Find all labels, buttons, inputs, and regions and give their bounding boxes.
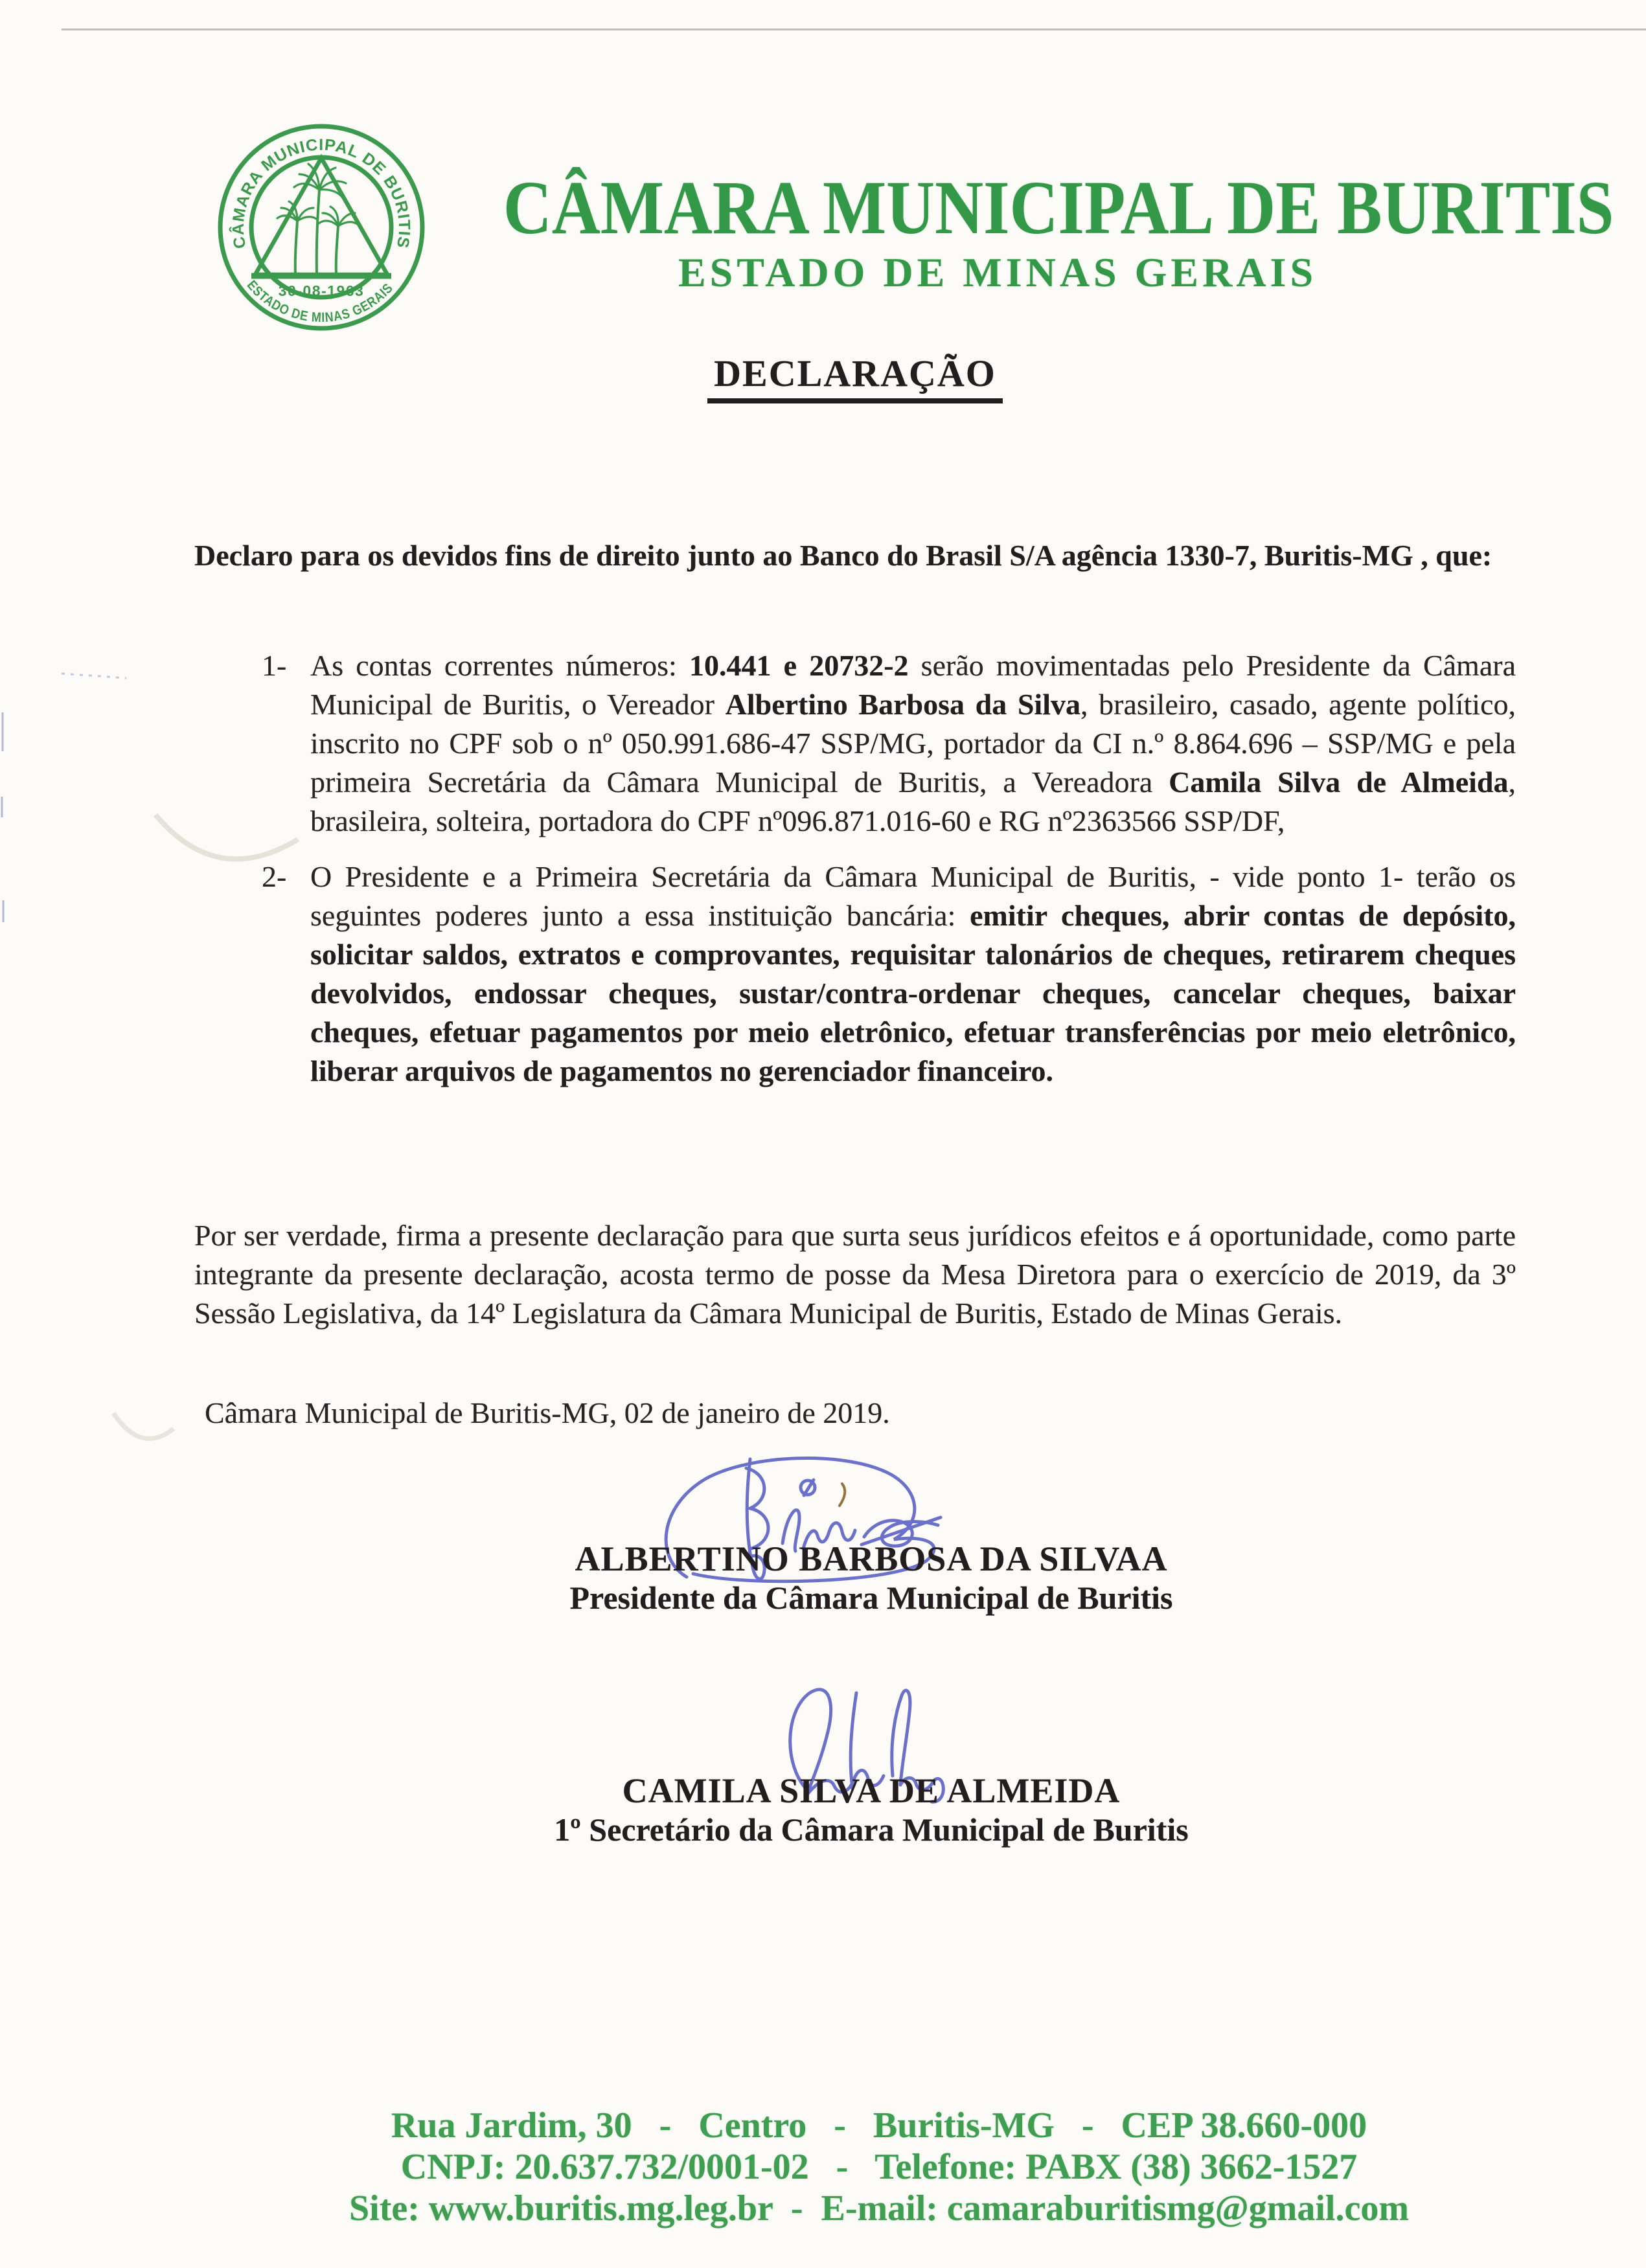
scanner-edge-line bbox=[62, 28, 1646, 30]
seal-palm-trees bbox=[277, 164, 358, 274]
signature-role-secretario: 1º Secretário da Câmara Municipal de Buritis bbox=[554, 1811, 1189, 1848]
document-heading: DECLARAÇÃO bbox=[707, 352, 1003, 403]
scanner-edge-ticks bbox=[2, 712, 3, 922]
seal-ring-text-bottom: ESTADO DE MINAS GERAIS bbox=[244, 277, 397, 326]
date-line: Câmara Municipal de Buritis-MG, 02 de janeiro de 2019. bbox=[205, 1396, 890, 1429]
page-subtitle: ESTADO DE MINAS GERAIS bbox=[678, 249, 1318, 295]
item-number-2: 2- bbox=[262, 860, 287, 893]
seal-ring-text-top: CÂMARA MUNICIPAL DE BURITIS bbox=[229, 135, 414, 251]
scanner-dash-artifact bbox=[62, 674, 126, 678]
ink-smudge-mark bbox=[840, 1484, 845, 1506]
signature-block-president bbox=[194, 1540, 1548, 1616]
page-title bbox=[428, 162, 1614, 254]
item-number-1: 1- bbox=[262, 649, 287, 682]
intro-paragraph: Declaro para os devidos fins de direito junto ao Banco do Brasil S/A agência 1330-7, Buritis-MG , que: bbox=[194, 539, 1492, 572]
list-item-1 bbox=[194, 646, 1516, 841]
signature-name-albertino: ALBERTINO BARBOSA DA SILVAA bbox=[575, 1539, 1168, 1578]
item-text-1: As contas correntes números: 10.441 e 20732-2 serão movimentadas pelo Presidente da Câmara Municipal de Buritis, o Vereador Albertino Barbosa da Silva, brasileiro, casado, agente político, inscrito no CPF sob o nº 050.991.686-47 SSP/MG, portador da CI n.º 8.864.696 – SSP/MG e pela primeira Secretária da Câmara Municipal de Buritis, a Vereadora Camila Silva de Almeida, brasileira, solteira, portadora do CPF nº096.871.016-60 e RG nº2363566 SSP/DF, bbox=[310, 649, 1516, 837]
signature-role-presidente: Presidente da Câmara Municipal de Buritis bbox=[569, 1580, 1173, 1616]
letterhead-footer bbox=[194, 2105, 1564, 2229]
paper-crease-mark-2 bbox=[113, 1413, 174, 1438]
footer-site-email-line: Site: www.buritis.mg.leg.br - E-mail: camaraburitismg@gmail.com bbox=[349, 2188, 1409, 2228]
list-item-2 bbox=[194, 857, 1516, 1091]
closing-paragraph: Por ser verdade, firma a presente declaração para que surta seus jurídicos efeitos e á oportunidade, como parte integrante da presente declaração, acosta termo de posse da Mesa Diretora para o exercício de 2019, da 3º Sessão Legislativa, da 14º Legislatura da Câmara Municipal de Buritis, Estado de Minas Gerais. bbox=[194, 1219, 1516, 1330]
item-text-2: O Presidente e a Primeira Secretária da Câmara Municipal de Buritis, - vide ponto 1- terão os seguintes poderes junto a essa instituição bancária: emitir cheques, abrir contas de depósito, solicitar saldos, extratos e comprovantes, requisitar talonários de cheques, retirarem cheques devolvidos, endossar cheques, sustar/contra-ordenar cheques, cancelar cheques, baixar cheques, efetuar pagamentos por meio eletrônico, efetuar transferências por meio eletrônico, liberar arquivos de pagamentos no gerenciador financeiro. bbox=[310, 860, 1516, 1087]
page-title-text: CÂMARA MUNICIPAL DE BURITIS bbox=[503, 165, 1614, 250]
municipal-seal bbox=[211, 117, 431, 337]
footer-address-line: Rua Jardim, 30 - Centro - Buritis-MG - CEP 38.660-000 bbox=[391, 2105, 1367, 2146]
seal-founding-date: 30-08-1963 bbox=[278, 282, 365, 299]
letterhead bbox=[428, 162, 1614, 295]
signature-name-camila: CAMILA SILVA DE ALMEIDA bbox=[622, 1771, 1121, 1810]
document-heading-wrap bbox=[194, 352, 1516, 403]
footer-cnpj-phone-line: CNPJ: 20.637.732/0001-02 - Telefone: PABX (38) 3662-1527 bbox=[400, 2147, 1358, 2187]
numbered-list bbox=[194, 646, 1516, 1091]
signature-block-secretary bbox=[194, 1772, 1548, 1848]
